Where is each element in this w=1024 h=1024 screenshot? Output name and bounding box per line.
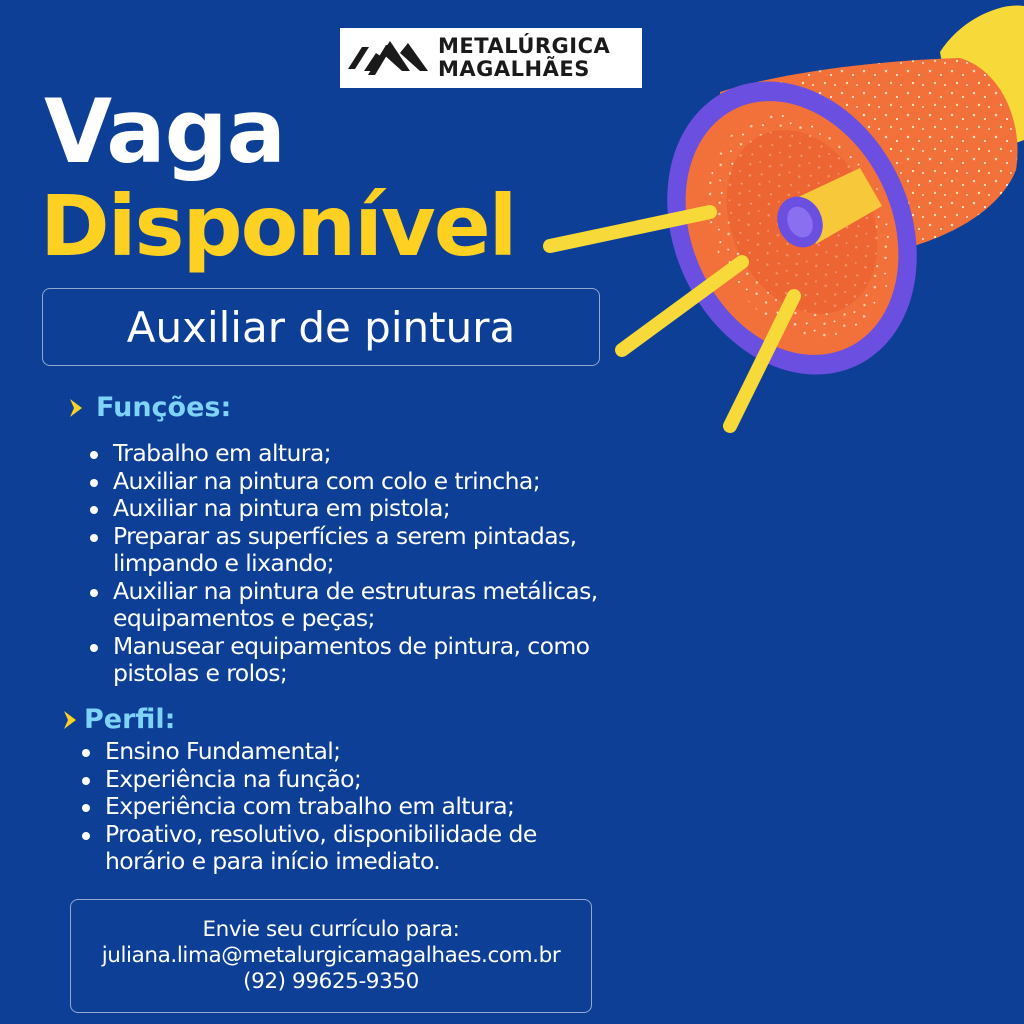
chevron-right-icon: [62, 709, 78, 731]
chevron-right-icon: [68, 397, 84, 419]
logo-line-2: MAGALHÃES: [438, 57, 590, 81]
contact-box: [70, 899, 592, 1013]
contact-email[interactable]: juliana.lima@metalurgicamagalhaes.com.br: [101, 943, 561, 968]
title-disponivel: Disponível: [40, 177, 516, 275]
megaphone-icon: [530, 0, 1024, 450]
list-item: Auxiliar na pintura de estruturas metálicas, equipamentos e peças;: [88, 578, 636, 633]
list-item: Trabalho em altura;: [88, 440, 636, 468]
list-item: Preparar as superfícies a serem pintadas, limpando e lixando;: [88, 523, 636, 578]
list-item: Ensino Fundamental;: [80, 738, 570, 766]
list-item: Experiência com trabalho em altura;: [80, 793, 570, 821]
funcoes-heading-label: Funções:: [96, 392, 232, 423]
job-title-box: [42, 288, 600, 366]
funcoes-heading: [68, 392, 231, 423]
perfil-heading-label: Perfil:: [84, 704, 176, 735]
perfil-heading: [62, 704, 175, 735]
list-item: Auxiliar na pintura com colo e trincha;: [88, 468, 636, 496]
contact-label: Envie seu currículo para:: [202, 917, 460, 942]
job-title: Auxiliar de pintura: [126, 302, 516, 352]
metal-chevrons-logo-icon: [346, 33, 430, 83]
list-item: Auxiliar na pintura em pistola;: [88, 495, 636, 523]
list-item: Experiência na função;: [80, 766, 570, 794]
contact-phone[interactable]: (92) 99625-9350: [243, 969, 419, 994]
funcoes-list: [88, 440, 636, 688]
perfil-list: [80, 738, 570, 876]
logo-line-1: METALÚRGICA: [438, 34, 611, 58]
list-item: Manusear equipamentos de pintura, como pistolas e rolos;: [88, 633, 636, 688]
title-vaga: Vaga: [44, 80, 286, 183]
list-item: Proativo, resolutivo, disponibilidade de horário e para início imediato.: [80, 821, 570, 876]
